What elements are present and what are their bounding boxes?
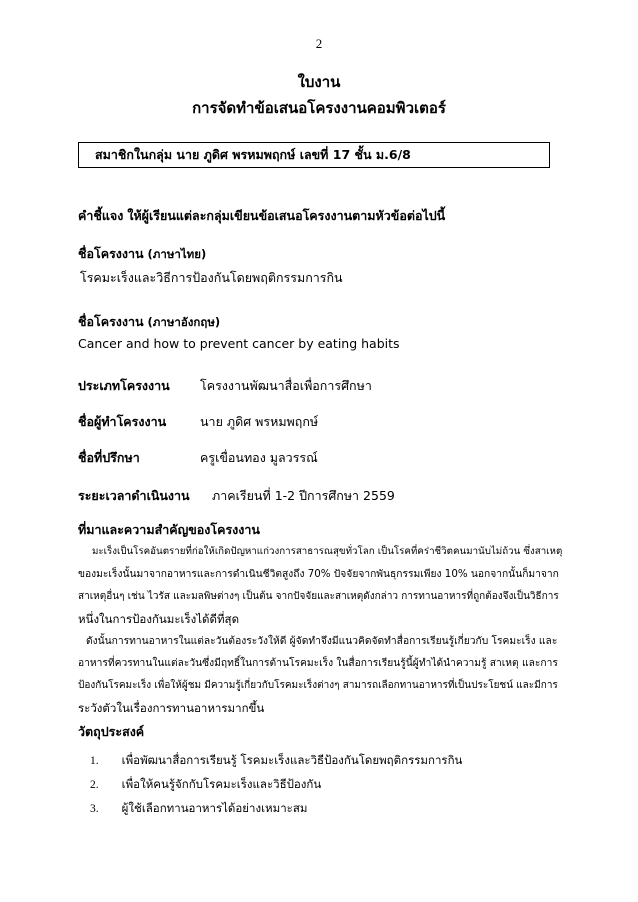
project-name-th-value: โรคมะเร็งและวิธีการป้องกันโดยพฤติกรรมการกิน	[80, 270, 343, 285]
background-line: ของมะเร็งนั้นมาจากอาหารและการดำเนินชีวิตสูงถึง 70% ปัจจัยจากพันธุกรรมเพียง 10% นอกจากนั้นก็มาจาก	[78, 568, 559, 581]
background-line: ดังนั้นการทานอาหารในแต่ละวันต้องระวังให้ดี ผู้จัดทำจึงมีแนวคิดจัดทำสื่อการเรียนรู้เกี่ยวกับ โรคมะเร็ง และ	[86, 635, 558, 648]
instruction-line	[78, 206, 445, 226]
worksheet-title: ใบงาน	[297, 73, 341, 91]
worksheet-subtitle: การจัดทำข้อเสนอโครงงานคอมพิวเตอร์	[192, 99, 446, 117]
objectives-list	[78, 748, 578, 820]
advisor-value: ครูเขื่อนทอง มูลวรรณ์	[200, 450, 318, 465]
background-paragraph	[78, 541, 568, 719]
instruction-text: ให้ผู้เรียนแต่ละกลุ่มเขียนข้อเสนอโครงงานตามหัวข้อต่อไปนี้	[127, 208, 446, 223]
list-item	[78, 748, 578, 772]
background-line: อาหารที่ควรทานในแต่ละวันซึ่งมีฤทธิ์ในการต้านโรคมะเร็ง ในสื่อการเรียนรู้นี้ผู้ทำได้นำความรู้ สาเหตุ และการ	[78, 657, 558, 670]
project-type-value: โครงงานพัฒนาสื่อเพื่อการศึกษา	[200, 378, 372, 393]
item-number: 3.	[90, 803, 99, 815]
background-line: มะเร็งเป็นโรคอันตรายที่ก่อให้เกิดปัญหาแก่วงการสาธารณสุขทั่วโลก เป็นโรคที่คร่าชีวิตคนมานับไม่ถ้วน ซึ่งสาเหตุ	[92, 546, 563, 557]
group-member-box: สมาชิกในกลุ่ม นาย ภูดิศ พรหมพฤกษ์ เลขที่ 17 ชั้น ม.6/8	[78, 142, 550, 168]
background-heading: ที่มาและความสำคัญของโครงงาน	[78, 522, 260, 537]
project-name-en-heading	[78, 312, 220, 332]
item-text: เพื่อพัฒนาสื่อการเรียนรู้ โรคมะเร็งและวิธีป้องกันโดยพฤติกรรมการกิน	[121, 753, 463, 767]
author-label: ชื่อผู้ทำโครงงาน	[78, 414, 167, 429]
project-name-th-label: ชื่อโครงงาน	[78, 246, 144, 261]
background-line: หนึ่งในการป้องกันมะเร็งได้ดีที่สุด	[78, 611, 240, 626]
item-text: ผู้ใช้เลือกทานอาหารได้อย่างเหมาะสม	[121, 801, 308, 815]
list-item	[78, 772, 578, 796]
page-number: 2	[315, 36, 323, 51]
advisor-label: ชื่อที่ปรึกษา	[78, 450, 140, 465]
author-value: นาย ภูดิศ พรหมพฤกษ์	[200, 414, 319, 429]
duration-label: ระยะเวลาดำเนินงาน	[78, 488, 190, 503]
project-name-en-label: ชื่อโครงงาน	[78, 314, 144, 329]
project-name-en-suffix: (ภาษาอังกฤษ)	[147, 315, 221, 329]
list-item	[78, 796, 578, 820]
item-number: 1.	[90, 755, 99, 767]
item-text: เพื่อให้คนรู้จักกับโรคมะเร็งและวิธีป้องกัน	[121, 777, 322, 791]
instruction-label: คำชี้แจง	[78, 208, 124, 223]
item-number: 2.	[90, 779, 99, 791]
objectives-heading: วัตถุประสงค์	[78, 724, 145, 739]
project-name-th-suffix: (ภาษาไทย)	[147, 247, 207, 261]
duration-value: ภาคเรียนที่ 1-2 ปีการศึกษา 2559	[212, 488, 395, 503]
project-name-th-heading	[78, 244, 206, 264]
project-name-en-value: Cancer and how to prevent cancer by eating habits	[78, 336, 400, 351]
background-line: ป้องกันโรคมะเร็ง เพื่อให้ผู้ชม มีความรู้เกี่ยวกับโรคมะเร็งต่างๆ สามารถเลือกทานอาหารที่เป็นประโยชน์ และมีการ	[78, 679, 558, 691]
background-line: สาเหตุอื่นๆ เช่น ไวรัส และมลพิษต่างๆ เป็นต้น จากปัจจัยและสาเหตุดังกล่าว การทานอาหารที่ถูกต้องจึงเป็นวิธีการ	[78, 590, 559, 602]
background-line: ระวังตัวในเรื่องการทานอาหารมากขึ้น	[78, 701, 265, 716]
project-type-label: ประเภทโครงงาน	[78, 378, 170, 393]
